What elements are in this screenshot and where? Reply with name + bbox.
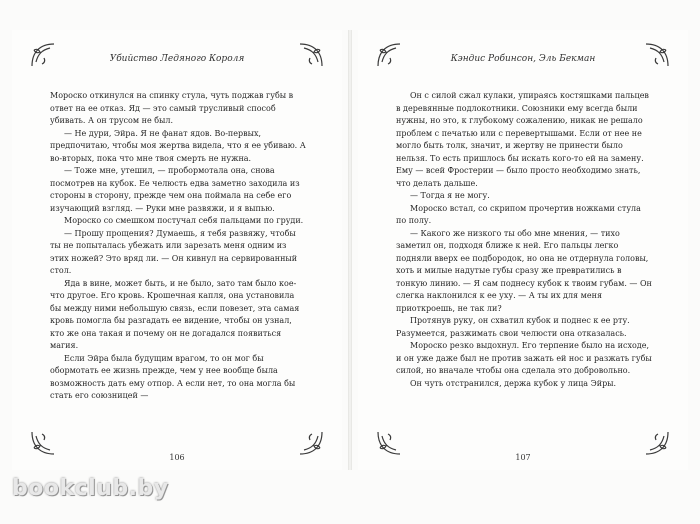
paragraph: Мороско резко выдохнул. Его терпение было на исходе, и он уже даже был не против зажать ей нос и разжать губы силой, но вначале чтобы она сделала это добровольно. — [396, 341, 652, 375]
running-header: Кэндис Робинсон, Эль Бекман — [450, 54, 596, 64]
paragraph: — Тоже мне, утешил, — пробормотала она, снова посмотрев на кубок. Ее челюсть едва заметно заходила из стороны в сторону, прежде чем она поймала на себе его изучающий взгляд. — Руки мне развяжи, и я выпью. — [50, 166, 300, 213]
paragraph: — Прошу прощения? Думаешь, я тебя развяжу, чтобы ты не попыталась убежать или зарезать меня одним из этих ножей? Это вряд ли. — Он кивнул на сервированный стол. — [50, 228, 298, 275]
paragraph: Протянув руку, он схватил кубок и поднес к ее рту. Разумеется, разжимать свои челюсти она отказалась. — [396, 316, 630, 338]
paragraph: Яда в вине, может быть, и не было, зато там было кое-что другое. Его кровь. Крошечная капля, она установила бы между ними небольшую связь, если повезет, эта самая кровь помогла бы разгадать ее видение, чтобы он узнал, кто же она такая и почему он не догадался появиться магия. — [50, 278, 300, 350]
left-page — [12, 30, 342, 470]
running-header: Убийство Ледяного Короля — [109, 54, 245, 64]
paragraph: — Какого же низкого ты обо мне мнения, — тихо заметил он, подходя ближе к ней. Его пальцы легко подняли вверх ее подбородок, но она не отдернула головы, хоть и милые надутые губы сразу же превратились в тонкую линию. — Я сам поднесу кубок к твоим губам. — Он слегка наклонился к ее уху. — А ты их для меня приоткроешь, не так ли? — [396, 228, 652, 313]
paragraph: Если Эйра была будущим врагом, то он мог бы обормотать ее жизнь прежде, чем у нее вообще была возможность дать ему отпор. А если нет, то она могла бы стать его союзницей — — [50, 353, 296, 400]
paragraph: Мороско откинулся на спинку стула, чуть поджав губы в ответ на ее отказ. Яд — это самый трусливый способ убивать. А он трусом не был. — [50, 91, 294, 125]
paragraph: Он чуть отстранился, держа кубок у лица Эйры. — [410, 378, 617, 388]
page-number: 107 — [515, 453, 531, 462]
paragraph: Мороско со смешком постучал себя пальцами по груди. — [64, 216, 304, 225]
paragraph: — Не дури, Эйра. Я не фанат ядов. Во-первых, предпочитаю, чтобы моя жертва видела, что я ее убиваю. А во-вторых, пока что мне твоя смерть не нужна. — [50, 128, 306, 163]
paragraph: Мороско встал, со скрипом прочертив ножками стула по полу. — [396, 203, 641, 225]
right-page — [358, 30, 688, 470]
site-watermark: bookclub.by — [12, 476, 169, 501]
book-gutter — [348, 30, 352, 470]
page-text — [50, 90, 306, 403]
page-text — [396, 90, 652, 390]
paragraph: Он с силой сжал кулаки, упираясь костяшками пальцев в деревянные подлокотники. Союзники ему всегда были нужны, но это, к глубокому сожалению, никак не решало проблем с печатью или с перевертышами. Если от нее не могло быть толк, значит, и жертву не принести было нельзя. То есть пришлось бы искать кого-то ей на замену. Ему — всей Фростерии — было просто необходимо знать, что делать дальше. — [396, 91, 649, 188]
paragraph: — Тогда я не могу. — [410, 191, 490, 200]
page-number: 106 — [169, 453, 185, 462]
